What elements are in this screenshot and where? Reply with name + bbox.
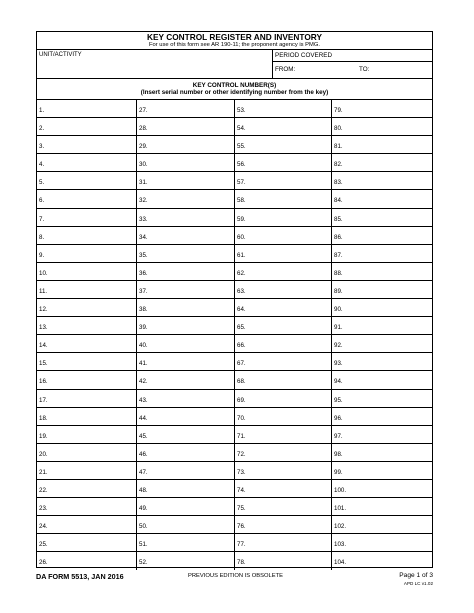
unit-activity-field[interactable] (37, 50, 273, 78)
key-number-cell[interactable]: 38. (137, 299, 235, 317)
key-control-form (36, 31, 433, 568)
key-number-cell[interactable]: 58. (235, 190, 332, 208)
key-number-cell[interactable]: 53. (235, 100, 332, 118)
key-number-cell[interactable]: 72. (235, 444, 332, 462)
key-number-cell[interactable]: 59. (235, 209, 332, 227)
key-number-cell[interactable]: 63. (235, 281, 332, 299)
key-number-cell[interactable]: 89. (332, 281, 432, 299)
key-number-cell[interactable]: 22. (37, 480, 137, 498)
key-number-cell[interactable]: 83. (332, 172, 432, 190)
key-number-cell[interactable]: 13. (37, 317, 137, 335)
key-number-cell[interactable]: 73. (235, 462, 332, 480)
key-number-cell[interactable]: 26. (37, 552, 137, 570)
section-header (37, 79, 432, 100)
key-number-cell[interactable]: 24. (37, 516, 137, 534)
unit-activity-label: UNIT/ACTIVITY (39, 52, 82, 58)
key-number-cell[interactable]: 56. (235, 154, 332, 172)
key-number-cell[interactable]: 21. (37, 462, 137, 480)
key-number-cell[interactable]: 19. (37, 426, 137, 444)
key-number-cell[interactable]: 62. (235, 263, 332, 281)
key-number-cell[interactable]: 23. (37, 498, 137, 516)
key-number-cell[interactable]: 39. (137, 317, 235, 335)
key-number-cell[interactable]: 6. (37, 190, 137, 208)
apd-version: APD LC v1.02 (403, 581, 433, 586)
key-number-cell[interactable]: 77. (235, 534, 332, 552)
key-number-cell[interactable]: 8. (37, 227, 137, 245)
key-number-cell[interactable]: 46. (137, 444, 235, 462)
key-number-cell[interactable]: 34. (137, 227, 235, 245)
to-label: TO: (359, 66, 370, 73)
key-number-cell[interactable]: 93. (332, 353, 432, 371)
key-number-cell[interactable]: 81. (332, 136, 432, 154)
key-number-cell[interactable]: 86. (332, 227, 432, 245)
key-number-cell[interactable]: 42. (137, 371, 235, 389)
key-number-cell[interactable]: 50. (137, 516, 235, 534)
key-number-cell[interactable]: 80. (332, 118, 432, 136)
key-number-cell[interactable]: 20. (37, 444, 137, 462)
key-number-cell[interactable]: 90. (332, 299, 432, 317)
key-number-cell[interactable]: 54. (235, 118, 332, 136)
form-footer (36, 572, 433, 592)
key-number-cell[interactable]: 79. (332, 100, 432, 118)
form-id: DA FORM 5513, JAN 2016 (36, 572, 124, 581)
key-number-cell[interactable]: 64. (235, 299, 332, 317)
key-number-cell[interactable]: 100. (332, 480, 432, 498)
key-number-cell[interactable]: 44. (137, 408, 235, 426)
key-number-cell[interactable]: 4. (37, 154, 137, 172)
form-header (37, 32, 432, 50)
key-number-cell[interactable]: 98. (332, 444, 432, 462)
key-number-cell[interactable]: 87. (332, 245, 432, 263)
key-number-cell[interactable]: 61. (235, 245, 332, 263)
from-label: FROM: (275, 66, 296, 73)
key-number-cell[interactable]: 31. (137, 172, 235, 190)
key-number-cell[interactable]: 30. (137, 154, 235, 172)
key-number-cell[interactable]: 66. (235, 335, 332, 353)
key-number-cell[interactable]: 16. (37, 371, 137, 389)
page-number: Page 1 of 3 (399, 572, 433, 579)
key-number-cell[interactable]: 76. (235, 516, 332, 534)
key-number-cell[interactable]: 84. (332, 190, 432, 208)
key-number-cell[interactable]: 82. (332, 154, 432, 172)
key-number-cell[interactable]: 57. (235, 172, 332, 190)
key-number-cell[interactable]: 49. (137, 498, 235, 516)
key-number-cell[interactable]: 70. (235, 408, 332, 426)
form-subtitle: For use of this form see AR 190-11; the proponent agency is PMG. (149, 42, 320, 48)
key-number-cell[interactable]: 88. (332, 263, 432, 281)
key-number-cell[interactable]: 17. (37, 390, 137, 408)
key-number-cell[interactable]: 40. (137, 335, 235, 353)
key-number-cell[interactable]: 25. (37, 534, 137, 552)
key-number-cell[interactable]: 52. (137, 552, 235, 570)
key-number-cell[interactable]: 51. (137, 534, 235, 552)
key-number-cell[interactable]: 47. (137, 462, 235, 480)
period-fields (273, 62, 432, 78)
key-number-cell[interactable]: 74. (235, 480, 332, 498)
key-number-cell[interactable]: 55. (235, 136, 332, 154)
period-covered-label: PERIOD COVERED (273, 50, 432, 62)
key-number-cell[interactable]: 28. (137, 118, 235, 136)
key-number-cell[interactable]: 97. (332, 426, 432, 444)
key-number-cell[interactable]: 9. (37, 245, 137, 263)
key-number-cell[interactable]: 94. (332, 371, 432, 389)
key-number-cell[interactable]: 14. (37, 335, 137, 353)
key-number-cell[interactable]: 78. (235, 552, 332, 570)
section-title: KEY CONTROL NUMBER(S) (192, 82, 277, 89)
key-number-cell[interactable]: 5. (37, 172, 137, 190)
key-number-cell[interactable]: 36. (137, 263, 235, 281)
key-number-cell[interactable]: 33. (137, 209, 235, 227)
key-number-cell[interactable]: 43. (137, 390, 235, 408)
key-number-cell[interactable]: 18. (37, 408, 137, 426)
key-number-cell[interactable]: 96. (332, 408, 432, 426)
key-number-cell[interactable]: 48. (137, 480, 235, 498)
key-number-cell[interactable]: 45. (137, 426, 235, 444)
key-number-cell[interactable]: 29. (137, 136, 235, 154)
key-number-cell[interactable]: 91. (332, 317, 432, 335)
key-number-cell[interactable]: 92. (332, 335, 432, 353)
edition-notice: PREVIOUS EDITION IS OBSOLETE (188, 573, 284, 579)
key-number-cell[interactable]: 69. (235, 390, 332, 408)
key-number-cell[interactable]: 75. (235, 498, 332, 516)
key-number-cell[interactable]: 65. (235, 317, 332, 335)
key-number-cell[interactable]: 102. (332, 516, 432, 534)
key-number-cell[interactable]: 11. (37, 281, 137, 299)
key-number-cell[interactable]: 10. (37, 263, 137, 281)
meta-row (37, 50, 432, 79)
key-number-grid (37, 100, 432, 570)
key-number-cell[interactable]: 27. (137, 100, 235, 118)
key-number-cell[interactable]: 68. (235, 371, 332, 389)
key-number-cell[interactable]: 32. (137, 190, 235, 208)
key-number-cell[interactable]: 60. (235, 227, 332, 245)
key-number-cell[interactable]: 12. (37, 299, 137, 317)
key-number-cell[interactable]: 71. (235, 426, 332, 444)
key-number-cell[interactable]: 67. (235, 353, 332, 371)
key-number-cell[interactable]: 2. (37, 118, 137, 136)
key-number-cell[interactable]: 103. (332, 534, 432, 552)
form-title: KEY CONTROL REGISTER AND INVENTORY (146, 32, 323, 42)
key-number-cell[interactable]: 1. (37, 100, 137, 118)
key-number-cell[interactable]: 15. (37, 353, 137, 371)
key-number-cell[interactable]: 104. (334, 559, 347, 567)
section-subtitle: (Insert serial number or other identifying number from the key) (140, 89, 329, 96)
key-number-cell[interactable]: 7. (37, 209, 137, 227)
key-number-cell[interactable]: 101. (332, 498, 432, 516)
period-to-field[interactable] (357, 62, 432, 78)
key-number-cell[interactable]: 41. (137, 353, 235, 371)
key-number-cell[interactable]: 3. (37, 136, 137, 154)
key-number-cell[interactable]: 37. (137, 281, 235, 299)
key-number-cell[interactable]: 35. (137, 245, 235, 263)
period-from-field[interactable] (273, 62, 357, 78)
period-covered-section (273, 50, 432, 78)
key-number-cell[interactable]: 95. (332, 390, 432, 408)
key-number-cell[interactable]: 99. (332, 462, 432, 480)
key-number-cell[interactable]: 85. (332, 209, 432, 227)
